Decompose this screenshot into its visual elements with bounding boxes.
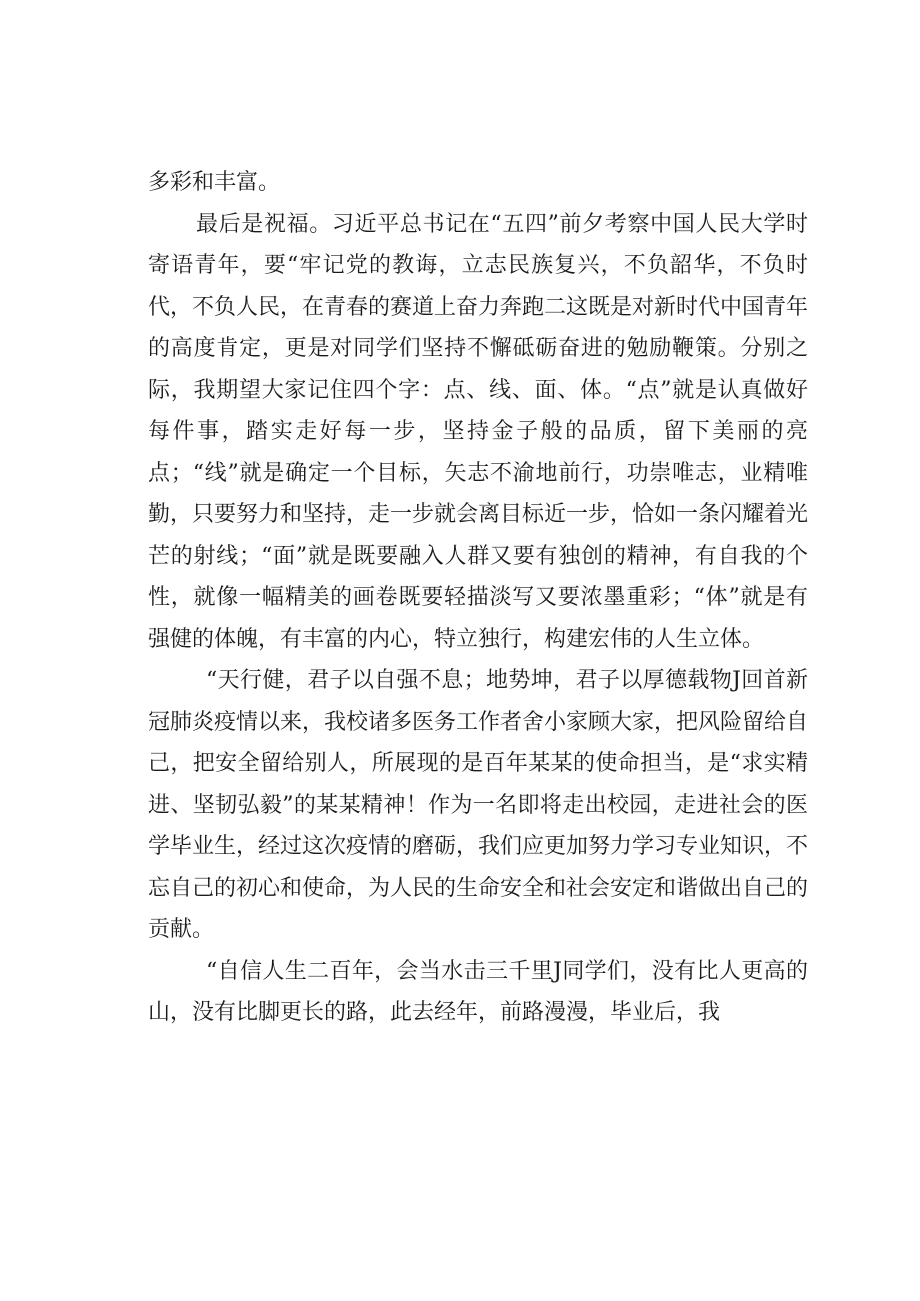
paragraph-continuation: 多彩和丰富。 <box>148 170 281 195</box>
paragraph-blessing: 最后是祝福。习近平总书记在“五四”前夕考察中国人民大学时寄语青年，要“牢记党的教诲，立志民族复兴，不负韶华，不负时代，不负人民，在青春的赛道上奋力奔跑二这既是对新时代中国青年的高度肯定，更是对同学们坚持不懈砥砺奋进的勉励鞭策。分别之际，我期望大家记住四个字：点、线、面、体。“点”就是认真做好每件事，踏实走好每一步，坚持金子般的品质，留下美丽的亮点；“线”就是确定一个目标，矢志不渝地前行，功崇唯志，业精唯勤，只要努力和坚持，走一步就会离目标近一步，恰如一条闪耀着光芒的射线；“面”就是既要融入人群又要有独创的精神，有自我的个性，就像一幅精美的画卷既要轻描淡写又要浓墨重彩；“体”就是有强健的体魄，有丰富的内心，特立独行，构建宏伟的人生立体。 <box>148 211 809 652</box>
document-body <box>148 162 808 1034</box>
paragraph-zixinrensheng: “自信人生二百年，会当水击三千里J同学们，没有比人更高的山，没有比脚更长的路，此去经年，前路漫漫，毕业后，我 <box>148 958 808 1025</box>
paragraph-tianxingjian: “天行健，君子以自强不息；地势坤，君子以厚德载物J回首新冠肺炎疫情以来，我校诸多医务工作者舍小家顾大家，把风险留给自己，把安全留给别人，所展现的是百年某某的使命担当，是“求实精进、坚韧弘毅”的某某精神！作为一名即将走出校园，走进社会的医学毕业生，经过这次疫情的磨砺，我们应更加努力学习专业知识，不忘自己的初心和使命，为人民的生命安全和社会安定和谐做出自己的贡献。 <box>148 668 809 942</box>
